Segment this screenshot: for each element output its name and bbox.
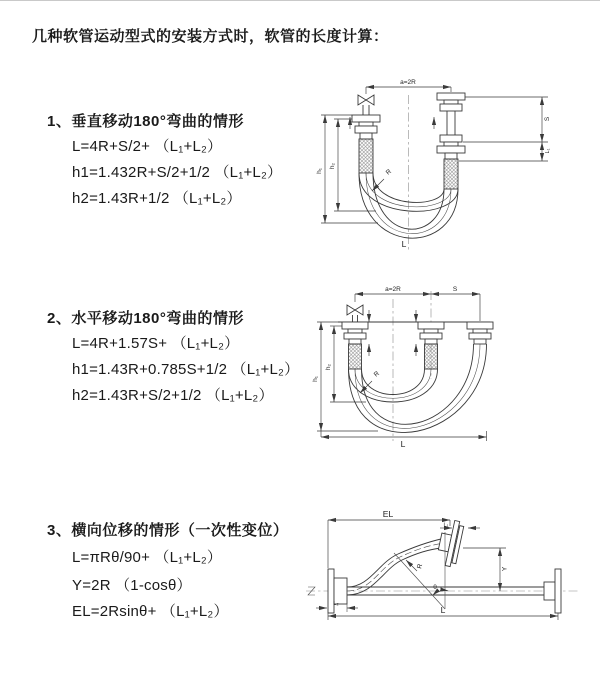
section-3-formula-Y: Y=2R （1-cosθ） bbox=[72, 577, 192, 594]
valve-icon bbox=[358, 95, 374, 105]
dim-label-radius: R bbox=[372, 370, 381, 379]
dim-label-s: S bbox=[452, 286, 458, 293]
dim-l1 bbox=[459, 142, 551, 161]
dim-label-h1: h₁ bbox=[312, 376, 319, 382]
section-2-formula-h1: h1=1.43R+0.785S+1/2 （L₁+L₂） bbox=[72, 361, 300, 378]
diagram-vertical-180-bend bbox=[308, 71, 600, 263]
left-fitting bbox=[352, 115, 380, 173]
right-flange bbox=[544, 569, 561, 613]
dim-label-l: L bbox=[401, 239, 407, 249]
dim-s bbox=[431, 286, 480, 294]
dim-l bbox=[328, 605, 558, 620]
dim-label-l1: L₁ bbox=[545, 148, 551, 154]
dim-label-l1: L₁ bbox=[443, 522, 449, 529]
section-3-formula-L: L=πRθ/90+ （L₁+L₂） bbox=[72, 549, 223, 566]
dim-l bbox=[321, 431, 487, 449]
dim-label-el: EL bbox=[382, 509, 394, 519]
fitting-fixed bbox=[342, 322, 368, 369]
diagram-lateral-displacement bbox=[300, 506, 600, 641]
dim-l2 bbox=[316, 601, 358, 612]
dim-s bbox=[463, 97, 551, 142]
dim-label-h2: h₂ bbox=[329, 162, 336, 170]
section-1-formula-L: L=4R+S/2+ （L₁+L₂） bbox=[72, 138, 223, 155]
angle-label: θ bbox=[433, 584, 437, 591]
radius-arrow bbox=[406, 560, 417, 571]
dim-label-s: S bbox=[544, 116, 551, 122]
section-2-formula-h2: h2=1.43R+S/2+1/2 （L₁+L₂） bbox=[72, 387, 274, 404]
dim-a2r bbox=[355, 286, 480, 321]
braided-hose-2 bbox=[425, 344, 438, 369]
braided-hose-right bbox=[444, 159, 458, 189]
section-2-formula-L: L=4R+1.57S+ （L₁+L₂） bbox=[72, 335, 240, 352]
fitting-length-arrows bbox=[369, 310, 416, 356]
fitting-pos2 bbox=[467, 322, 493, 344]
braided-hose-left bbox=[359, 139, 373, 173]
section-1-formula-h2: h2=1.43R+1/2 （L₁+L₂） bbox=[72, 190, 242, 207]
valve-icon bbox=[347, 305, 363, 315]
diagram-horizontal-180-bend bbox=[308, 279, 600, 463]
dim-label-radius: R bbox=[384, 168, 393, 177]
fitting-pos1 bbox=[418, 322, 444, 369]
page-title: 几种软管运动型式的安装方式时，软管的长度计算： bbox=[32, 28, 389, 45]
dim-label-l: L bbox=[400, 439, 406, 449]
dim-label-radius: R bbox=[416, 563, 425, 570]
braided-hose-1 bbox=[349, 344, 362, 369]
right-fitting bbox=[437, 93, 465, 189]
hose-u-bends bbox=[349, 344, 487, 433]
dim-a2r bbox=[366, 79, 451, 94]
dim-y bbox=[463, 548, 509, 591]
dim-label-l2: L₂ bbox=[333, 601, 339, 607]
dim-label-y: Y bbox=[501, 566, 509, 572]
dim-label-h1: h₁ bbox=[316, 168, 323, 174]
dim-label-a2r: a=2R bbox=[385, 286, 401, 293]
dim-label-l: L bbox=[440, 605, 446, 615]
dim-label-h2: h₂ bbox=[325, 363, 332, 371]
dim-label-a2r: a=2R bbox=[400, 79, 416, 86]
section-3-formula-EL: EL=2Rsinθ+ （L₁+L₂） bbox=[72, 603, 229, 620]
section-2-heading: 2、水平移动180°弯曲的情形 bbox=[47, 310, 244, 327]
section-1-heading: 1、垂直移动180°弯曲的情形 bbox=[47, 113, 244, 130]
section-1-formula-h1: h1=1.432R+S/2+1/2 （L₁+L₂） bbox=[72, 164, 283, 181]
section-3-heading: 3、横向位移的情形（一次性变位） bbox=[47, 522, 289, 539]
